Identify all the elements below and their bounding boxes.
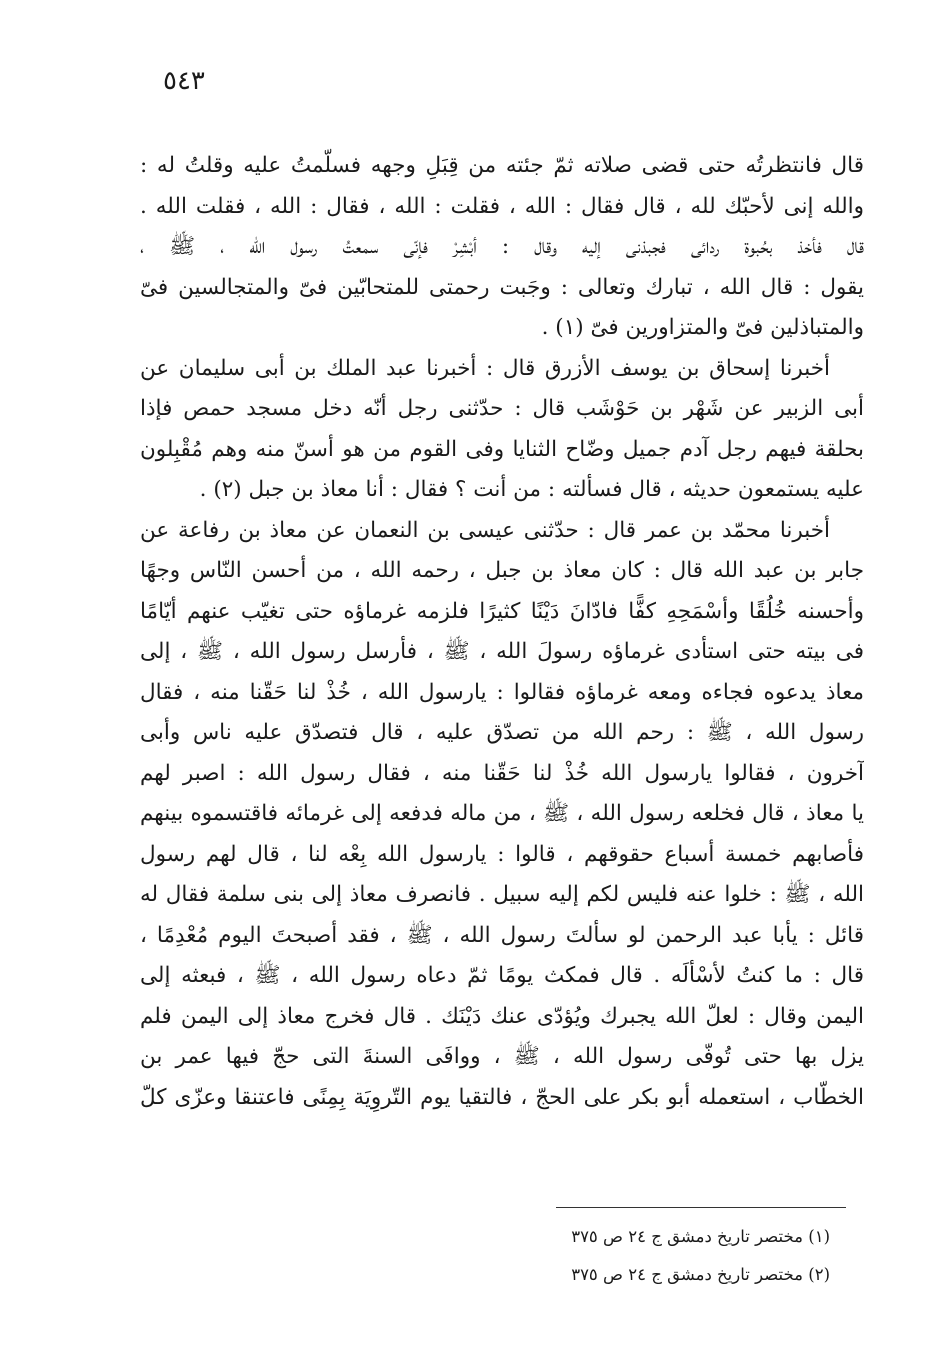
body-text: [140, 146, 864, 1118]
footnote-1: (١) مختصر تاريخ دمشق ج ٢٤ ص ٣٧٥: [571, 1227, 830, 1246]
text-line: بحلقة فيهم رجل آدم جميل وضّاح الثنايا وفى القوم من هو أسنّ منه وهم مُقْبِلون: [140, 436, 864, 462]
text-line: فأصابهم خمسة أسباع حقوقهم ، قالوا : يارسول الله بِعْه لنا ، قال لهم رسول: [140, 841, 864, 867]
text-line: فى بيته حتى استأدى غرماؤه رسولَ الله ، ﷺ ، فأرسل رسول الله ، ﷺ ، إلى: [140, 639, 864, 664]
text-line: الخطّاب ، استعمله أبو بكر على الحجّ ، فالتقيا يوم التّروِيَة بِمِنًى فاعتنقا وعزّى كلّ: [140, 1084, 864, 1110]
text-line: قال : ما كنتُ لأسْألَه . قال فمكث يومًا ثمّ دعاه رسول الله ، ﷺ ، فبعثه إلى: [140, 963, 864, 988]
text-line: قال فانتظرتُه حتى قضى صلاته ثمّ جئته من قِبَلِ وجهه فسلّمتُ عليه وقلتُ له :: [140, 153, 864, 178]
text-line: آخرون ، فقالوا يارسول الله خُذْ لنا حَقّنا منه ، فقال رسول الله : اصبر لهم: [140, 760, 864, 786]
text-line: أبى الزبير عن شَهْر بن حَوْشَب قال : حدّثنى رجل أنّه دخل مسجد حمص فإذا: [140, 396, 864, 421]
footnote-divider: [556, 1207, 846, 1208]
text-line: والله إنى لأحبّك لله ، قال فقال : الله ، فقلت : الله ، فقال : الله ، فقلت الله .: [140, 193, 864, 219]
text-line: اليمن وقال : لعلّ الله يجبرك ويُؤدّى عنك دَيْنَك . قال فخرج معاذ إلى اليمن فلم: [140, 1003, 864, 1029]
text-line: قال فأخذ بحُبوة ردائى فجبذنى إليه وقال : أبْشِرْ فإنّى سمعتُ رسول الله ، ﷺ ،: [140, 234, 864, 259]
text-line: أخبرنا محمّد بن عمر قال : حدّثنى عيسى بن النعمان عن معاذ بن رفاعة عن: [140, 517, 830, 543]
text-line: يا معاذ ، قال فخلعه رسول الله ، ﷺ ، من ماله فدفعه إلى غرمائه فاقتسموه بينهم: [140, 801, 864, 826]
text-line: وأحسنه خُلُقًا وأسْمَحِهِ كفًّا فادّانَ دَيْنًا كثيرًا فلزمه غرماؤه حتى تغيّب عنهم أيّامًا: [140, 598, 864, 624]
footnotes: [470, 1218, 830, 1294]
text-line: عليه يستمعون حديثه ، قال فسألته : من أنت ؟ فقال : أنا معاذ بن جبل (٢) .: [199, 477, 864, 502]
text-line: قائل : يأبا عبد الرحمن لو سألتَ رسول الله ، ﷺ ، فقد أصبحتَ اليوم مُعْدِمًا ،: [140, 922, 864, 948]
page-number: ٥٤٣: [163, 66, 205, 96]
text-line: والمتباذلين فىّ والمتزاورين فىّ (١) .: [541, 315, 864, 340]
text-line: معاذ يدعوه فجاءه ومعه غرماؤه فقالوا : يارسول الله ، خُذْ لنا حَقّنا منه ، فقال: [140, 679, 864, 705]
text-line: يزل بها حتى تُوفّى رسول الله ، ﷺ ، ووافَى السنةَ التى حجّ فيها عمر بن: [140, 1044, 864, 1069]
text-line: الله ، ﷺ : خلوا عنه فليس لكم إليه سبيل . فانصرف معاذ إلى بنى سلمة فقال له: [140, 882, 864, 907]
footnote-2: (٢) مختصر تاريخ دمشق ج ٢٤ ص ٣٧٥: [571, 1265, 830, 1284]
text-line: يقول : قال الله ، تبارك وتعالى : وجَبت رحمتى للمتحابّين فىّ والمتجالسين فىّ: [140, 274, 864, 300]
text-line: أخبرنا إسحاق بن يوسف الأزرق قال : أخبرنا عبد الملك بن أبى سليمان عن: [140, 355, 830, 381]
text-line: رسول الله ، ﷺ : رحم الله من تصدّق عليه ، قال فتصدّق عليه ناس وأبى: [140, 720, 864, 745]
text-line: جابر بن عبد الله قال : كان معاذ بن جبل ، رحمه الله ، من أحسن النّاس وجهًا: [140, 558, 864, 583]
